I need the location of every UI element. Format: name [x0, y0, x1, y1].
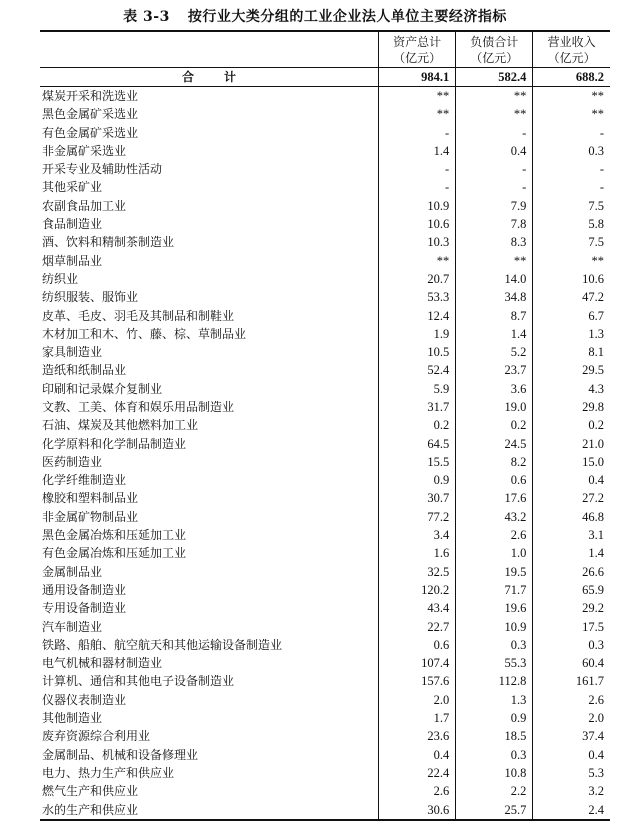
- industry-name-cell: 金属制品、机械和设备修理业: [42, 747, 199, 762]
- liabilities-cell: **: [456, 252, 533, 270]
- assets-cell: 1.9: [379, 325, 456, 343]
- liabilities-cell: 8.7: [456, 307, 533, 325]
- revenue-cell: 37.4: [533, 728, 610, 746]
- liabilities-cell: 7.8: [456, 215, 533, 233]
- assets-cell: 64.5: [379, 435, 456, 453]
- table-header-row: [40, 31, 610, 68]
- table-row: [40, 380, 610, 398]
- liabilities-cell: 0.4: [456, 142, 533, 160]
- table-row: [40, 417, 610, 435]
- revenue-cell: 17.5: [533, 618, 610, 636]
- liabilities-cell: 55.3: [456, 655, 533, 673]
- revenue-cell: 0.2: [533, 417, 610, 435]
- revenue-cell: 47.2: [533, 289, 610, 307]
- assets-cell: 53.3: [379, 289, 456, 307]
- table-row: [40, 87, 610, 106]
- assets-cell: 10.6: [379, 215, 456, 233]
- table-row: [40, 600, 610, 618]
- liabilities-cell: 10.9: [456, 618, 533, 636]
- liabilities-cell: -: [456, 160, 533, 178]
- industry-name-cell: 铁路、船舶、航空航天和其他运输设备制造业: [42, 637, 283, 652]
- header-industry: [40, 31, 379, 68]
- table-row: [40, 709, 610, 727]
- liabilities-cell: 0.3: [456, 746, 533, 764]
- liabilities-cell: 0.9: [456, 709, 533, 727]
- industry-name-cell: 酒、饮料和精制茶制造业: [42, 235, 175, 250]
- assets-cell: 120.2: [379, 581, 456, 599]
- revenue-cell: 7.5: [533, 197, 610, 215]
- assets-cell: 10.9: [379, 197, 456, 215]
- liabilities-cell: 1.3: [456, 691, 533, 709]
- table-row: [40, 545, 610, 563]
- assets-cell: **: [379, 252, 456, 270]
- assets-cell: 20.7: [379, 270, 456, 288]
- assets-cell: **: [379, 106, 456, 124]
- liabilities-cell: 2.6: [456, 526, 533, 544]
- assets-cell: 107.4: [379, 655, 456, 673]
- header-total-assets: 资产总计 （亿元）: [379, 31, 456, 68]
- assets-cell: 43.4: [379, 600, 456, 618]
- assets-cell: 157.6: [379, 673, 456, 691]
- total-liabilities-value: 582.4: [456, 68, 533, 87]
- liabilities-cell: 19.0: [456, 398, 533, 416]
- revenue-cell: **: [533, 87, 610, 106]
- industry-name-cell: 文教、工美、体育和娱乐用品制造业: [42, 399, 235, 414]
- industry-name-cell: 有色金属冶炼和压延加工业: [42, 546, 187, 561]
- total-row: [40, 68, 610, 87]
- liabilities-cell: 7.9: [456, 197, 533, 215]
- industry-name-cell: 皮革、毛皮、羽毛及其制品和制鞋业: [42, 308, 235, 323]
- assets-cell: 2.6: [379, 783, 456, 801]
- revenue-cell: 0.3: [533, 636, 610, 654]
- industry-name-cell: 计算机、通信和其他电子设备制造业: [42, 674, 235, 689]
- industry-name-cell: 造纸和纸制品业: [42, 363, 127, 378]
- industry-name-cell: 金属制品业: [42, 564, 103, 579]
- revenue-cell: 10.6: [533, 270, 610, 288]
- revenue-cell: 1.4: [533, 545, 610, 563]
- table-row: [40, 673, 610, 691]
- table-row: [40, 215, 610, 233]
- table-row: [40, 160, 610, 178]
- revenue-cell: 0.4: [533, 472, 610, 490]
- industry-name-cell: 食品制造业: [42, 217, 103, 232]
- revenue-cell: 0.4: [533, 746, 610, 764]
- revenue-cell: 29.2: [533, 600, 610, 618]
- revenue-cell: -: [533, 160, 610, 178]
- table-row: [40, 472, 610, 490]
- revenue-cell: 29.5: [533, 362, 610, 380]
- revenue-cell: 60.4: [533, 655, 610, 673]
- table-row: [40, 234, 610, 252]
- industry-name-cell: 电力、热力生产和供应业: [42, 765, 175, 780]
- industry-name-cell: 家具制造业: [42, 345, 103, 360]
- liabilities-cell: 19.5: [456, 563, 533, 581]
- liabilities-cell: 19.6: [456, 600, 533, 618]
- economic-indicators-table: [40, 30, 610, 821]
- table-row: [40, 289, 610, 307]
- table-row: [40, 636, 610, 654]
- assets-cell: 5.9: [379, 380, 456, 398]
- liabilities-cell: 8.2: [456, 453, 533, 471]
- liabilities-cell: 2.2: [456, 783, 533, 801]
- table-title: [0, 6, 630, 26]
- assets-cell: 23.6: [379, 728, 456, 746]
- revenue-cell: 2.6: [533, 691, 610, 709]
- revenue-cell: 161.7: [533, 673, 610, 691]
- revenue-cell: 15.0: [533, 453, 610, 471]
- table-row: [40, 490, 610, 508]
- table-row: [40, 655, 610, 673]
- liabilities-cell: 0.3: [456, 636, 533, 654]
- revenue-cell: 4.3: [533, 380, 610, 398]
- liabilities-cell: 14.0: [456, 270, 533, 288]
- assets-cell: 1.4: [379, 142, 456, 160]
- industry-name-cell: 印刷和记录媒介复制业: [42, 381, 163, 396]
- industry-name-cell: 通用设备制造业: [42, 582, 127, 597]
- industry-name-cell: 石油、煤炭及其他燃料加工业: [42, 418, 199, 433]
- revenue-cell: 3.2: [533, 783, 610, 801]
- liabilities-cell: 10.8: [456, 764, 533, 782]
- table-row: [40, 691, 610, 709]
- table-row: [40, 307, 610, 325]
- table-row: [40, 435, 610, 453]
- liabilities-cell: -: [456, 124, 533, 142]
- table-row: [40, 618, 610, 636]
- revenue-cell: 0.3: [533, 142, 610, 160]
- table-row: [40, 453, 610, 471]
- industry-name-cell: 橡胶和塑料制品业: [42, 491, 139, 506]
- industry-name-cell: 纺织服装、服饰业: [42, 290, 139, 305]
- liabilities-cell: **: [456, 87, 533, 106]
- assets-cell: 3.4: [379, 526, 456, 544]
- liabilities-cell: **: [456, 106, 533, 124]
- liabilities-cell: 5.2: [456, 343, 533, 361]
- table-row: [40, 124, 610, 142]
- revenue-cell: 26.6: [533, 563, 610, 581]
- liabilities-cell: 18.5: [456, 728, 533, 746]
- total-assets-value: 984.1: [379, 68, 456, 87]
- industry-name-cell: 其他采矿业: [42, 180, 103, 195]
- liabilities-cell: -: [456, 179, 533, 197]
- industry-name-cell: 有色金属矿采选业: [42, 125, 139, 140]
- assets-cell: 22.4: [379, 764, 456, 782]
- industry-name-cell: 纺织业: [42, 271, 79, 286]
- table-title-text: 按行业大类分组的工业企业法人单位主要经济指标: [187, 9, 507, 25]
- assets-cell: 31.7: [379, 398, 456, 416]
- revenue-cell: 2.0: [533, 709, 610, 727]
- assets-cell: 1.7: [379, 709, 456, 727]
- revenue-cell: 5.3: [533, 764, 610, 782]
- table-row: [40, 142, 610, 160]
- industry-name-cell: 其他制造业: [42, 711, 103, 726]
- assets-cell: 15.5: [379, 453, 456, 471]
- assets-cell: 30.7: [379, 490, 456, 508]
- assets-cell: 12.4: [379, 307, 456, 325]
- revenue-cell: **: [533, 252, 610, 270]
- table-row: [40, 801, 610, 820]
- assets-cell: 22.7: [379, 618, 456, 636]
- assets-cell: **: [379, 87, 456, 106]
- liabilities-cell: 1.4: [456, 325, 533, 343]
- table-row: [40, 526, 610, 544]
- revenue-cell: 8.1: [533, 343, 610, 361]
- revenue-cell: 5.8: [533, 215, 610, 233]
- industry-name-cell: 黑色金属冶炼和压延加工业: [42, 528, 187, 543]
- industry-name-cell: 煤炭开采和洗选业: [42, 88, 139, 103]
- total-label: 合计: [40, 68, 379, 87]
- table-row: [40, 728, 610, 746]
- assets-cell: 32.5: [379, 563, 456, 581]
- table-row: [40, 325, 610, 343]
- revenue-cell: 7.5: [533, 234, 610, 252]
- industry-name-cell: 化学纤维制造业: [42, 473, 127, 488]
- revenue-cell: 2.4: [533, 801, 610, 820]
- assets-cell: 0.6: [379, 636, 456, 654]
- assets-cell: -: [379, 124, 456, 142]
- industry-name-cell: 农副食品加工业: [42, 198, 127, 213]
- assets-cell: 30.6: [379, 801, 456, 820]
- revenue-cell: 1.3: [533, 325, 610, 343]
- assets-cell: 10.5: [379, 343, 456, 361]
- assets-cell: 0.4: [379, 746, 456, 764]
- assets-cell: -: [379, 160, 456, 178]
- table-row: [40, 343, 610, 361]
- liabilities-cell: 0.6: [456, 472, 533, 490]
- industry-name-cell: 烟草制品业: [42, 253, 103, 268]
- liabilities-cell: 17.6: [456, 490, 533, 508]
- industry-name-cell: 汽车制造业: [42, 619, 103, 634]
- table-row: [40, 764, 610, 782]
- liabilities-cell: 23.7: [456, 362, 533, 380]
- industry-name-cell: 非金属矿物制品业: [42, 509, 139, 524]
- header-operating-revenue: 营业收入 （亿元）: [533, 31, 610, 68]
- assets-cell: 1.6: [379, 545, 456, 563]
- header-total-liabilities: 负债合计 （亿元）: [456, 31, 533, 68]
- assets-cell: 2.0: [379, 691, 456, 709]
- assets-cell: 52.4: [379, 362, 456, 380]
- table-row: [40, 362, 610, 380]
- liabilities-cell: 34.8: [456, 289, 533, 307]
- liabilities-cell: 0.2: [456, 417, 533, 435]
- liabilities-cell: 8.3: [456, 234, 533, 252]
- industry-name-cell: 电气机械和器材制造业: [42, 656, 163, 671]
- table-row: [40, 197, 610, 215]
- industry-name-cell: 专用设备制造业: [42, 601, 127, 616]
- table-row: [40, 581, 610, 599]
- industry-name-cell: 木材加工和木、竹、藤、棕、草制品业: [42, 326, 247, 341]
- liabilities-cell: 3.6: [456, 380, 533, 398]
- revenue-cell: 65.9: [533, 581, 610, 599]
- revenue-cell: **: [533, 106, 610, 124]
- table-row: [40, 508, 610, 526]
- industry-name-cell: 开采专业及辅助性活动: [42, 162, 163, 177]
- industry-name-cell: 非金属矿采选业: [42, 143, 127, 158]
- total-revenue-value: 688.2: [533, 68, 610, 87]
- industry-name-cell: 燃气生产和供应业: [42, 784, 139, 799]
- assets-cell: 0.9: [379, 472, 456, 490]
- table-number: 表 3-3: [123, 9, 170, 25]
- assets-cell: 0.2: [379, 417, 456, 435]
- revenue-cell: -: [533, 179, 610, 197]
- liabilities-cell: 24.5: [456, 435, 533, 453]
- liabilities-cell: 43.2: [456, 508, 533, 526]
- revenue-cell: 29.8: [533, 398, 610, 416]
- table-row: [40, 106, 610, 124]
- revenue-cell: 46.8: [533, 508, 610, 526]
- revenue-cell: 27.2: [533, 490, 610, 508]
- table-row: [40, 252, 610, 270]
- assets-cell: 77.2: [379, 508, 456, 526]
- liabilities-cell: 25.7: [456, 801, 533, 820]
- table-row: [40, 270, 610, 288]
- industry-name-cell: 黑色金属矿采选业: [42, 107, 139, 122]
- industry-name-cell: 医药制造业: [42, 454, 103, 469]
- industry-name-cell: 废弃资源综合利用业: [42, 729, 151, 744]
- table-row: [40, 563, 610, 581]
- table-row: [40, 179, 610, 197]
- liabilities-cell: 1.0: [456, 545, 533, 563]
- assets-cell: -: [379, 179, 456, 197]
- table-row: [40, 398, 610, 416]
- liabilities-cell: 112.8: [456, 673, 533, 691]
- table-row: [40, 783, 610, 801]
- liabilities-cell: 71.7: [456, 581, 533, 599]
- revenue-cell: -: [533, 124, 610, 142]
- revenue-cell: 21.0: [533, 435, 610, 453]
- assets-cell: 10.3: [379, 234, 456, 252]
- revenue-cell: 6.7: [533, 307, 610, 325]
- revenue-cell: 3.1: [533, 526, 610, 544]
- industry-name-cell: 水的生产和供应业: [40, 801, 379, 820]
- industry-name-cell: 仪器仪表制造业: [42, 692, 127, 707]
- industry-name-cell: 化学原料和化学制品制造业: [42, 436, 187, 451]
- table-row: [40, 746, 610, 764]
